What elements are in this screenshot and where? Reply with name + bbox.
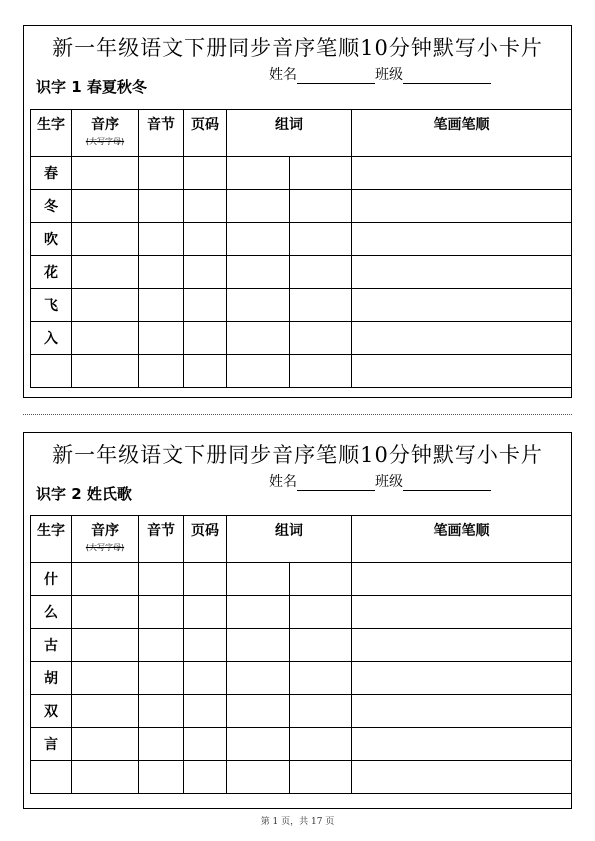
answer-cell[interactable] — [72, 223, 139, 256]
char-cell: 冬 — [31, 190, 72, 223]
answer-cell[interactable] — [290, 695, 352, 728]
answer-cell[interactable] — [139, 728, 184, 761]
table-row — [31, 289, 572, 322]
char-cell: 胡 — [31, 662, 72, 695]
header-page: 页码 — [184, 516, 227, 563]
name-blank[interactable] — [297, 69, 375, 84]
answer-cell[interactable] — [227, 695, 290, 728]
answer-cell[interactable] — [72, 157, 139, 190]
answer-cell[interactable] — [352, 190, 572, 223]
answer-cell[interactable] — [227, 662, 290, 695]
header-syllable: 音节 — [139, 110, 184, 157]
answer-cell[interactable] — [227, 157, 290, 190]
table-row — [31, 223, 572, 256]
answer-cell[interactable] — [290, 662, 352, 695]
answer-cell[interactable] — [72, 289, 139, 322]
header-pinyin-initial: 音序 (大写字母) — [72, 516, 139, 563]
char-cell: 言 — [31, 728, 72, 761]
answer-cell[interactable] — [72, 629, 139, 662]
answer-cell[interactable] — [139, 761, 184, 794]
answer-cell[interactable] — [184, 355, 227, 388]
header-strokes: 笔画笔顺 — [352, 110, 572, 157]
answer-cell[interactable] — [290, 322, 352, 355]
answer-cell[interactable] — [290, 355, 352, 388]
char-cell: 吹 — [31, 223, 72, 256]
header-char: 生字 — [31, 516, 72, 563]
answer-cell[interactable] — [72, 355, 139, 388]
answer-cell[interactable] — [139, 190, 184, 223]
answer-cell[interactable] — [72, 322, 139, 355]
name-label: 姓名 — [269, 67, 297, 83]
answer-cell[interactable] — [72, 563, 139, 596]
answer-cell[interactable] — [227, 223, 290, 256]
answer-cell[interactable] — [139, 289, 184, 322]
table-header — [31, 516, 572, 563]
answer-cell[interactable] — [352, 355, 572, 388]
answer-cell[interactable] — [290, 596, 352, 629]
page-footer: 第 1 页，共 17 页 — [260, 817, 335, 827]
answer-cell[interactable] — [227, 190, 290, 223]
answer-cell[interactable] — [139, 355, 184, 388]
answer-cell[interactable] — [352, 223, 572, 256]
answer-cell[interactable] — [352, 289, 572, 322]
answer-cell[interactable] — [352, 728, 572, 761]
answer-cell[interactable] — [227, 563, 290, 596]
char-cell: 什 — [31, 563, 72, 596]
answer-cell[interactable] — [139, 563, 184, 596]
answer-cell[interactable] — [227, 256, 290, 289]
answer-cell[interactable] — [184, 695, 227, 728]
answer-cell[interactable] — [352, 256, 572, 289]
answer-cell[interactable] — [72, 761, 139, 794]
char-cell: 古 — [31, 629, 72, 662]
answer-cell[interactable] — [290, 761, 352, 794]
header-words: 组词 — [227, 516, 352, 563]
answer-cell[interactable] — [184, 289, 227, 322]
table-row — [31, 563, 572, 596]
answer-cell[interactable] — [227, 629, 290, 662]
answer-cell[interactable] — [184, 190, 227, 223]
answer-cell[interactable] — [352, 695, 572, 728]
answer-cell[interactable] — [352, 596, 572, 629]
answer-cell[interactable] — [290, 157, 352, 190]
answer-cell[interactable] — [290, 223, 352, 256]
dictation-card-1 — [23, 25, 572, 398]
header-char: 生字 — [31, 110, 72, 157]
student-info — [269, 471, 491, 491]
answer-cell[interactable] — [184, 157, 227, 190]
dictation-table — [30, 109, 572, 388]
table-row — [31, 355, 572, 388]
answer-cell[interactable] — [184, 728, 227, 761]
answer-cell[interactable] — [290, 190, 352, 223]
answer-cell[interactable] — [139, 256, 184, 289]
table-row — [31, 190, 572, 223]
answer-cell[interactable] — [352, 322, 572, 355]
answer-cell[interactable] — [184, 761, 227, 794]
answer-cell[interactable] — [352, 629, 572, 662]
cut-line — [23, 414, 572, 415]
char-cell: 么 — [31, 596, 72, 629]
answer-cell[interactable] — [290, 289, 352, 322]
char-cell: 春 — [31, 157, 72, 190]
char-cell: 花 — [31, 256, 72, 289]
answer-cell[interactable] — [352, 662, 572, 695]
char-cell — [31, 355, 72, 388]
table-row — [31, 662, 572, 695]
answer-cell[interactable] — [139, 695, 184, 728]
answer-cell[interactable] — [139, 157, 184, 190]
header-note: (大写字母) — [85, 543, 125, 552]
header-page: 页码 — [184, 110, 227, 157]
answer-cell[interactable] — [290, 256, 352, 289]
answer-cell[interactable] — [72, 695, 139, 728]
answer-cell[interactable] — [352, 157, 572, 190]
class-label: 班级 — [375, 474, 403, 490]
answer-cell[interactable] — [184, 322, 227, 355]
answer-cell[interactable] — [139, 629, 184, 662]
header-strokes: 笔画笔顺 — [352, 516, 572, 563]
answer-cell[interactable] — [227, 761, 290, 794]
answer-cell[interactable] — [184, 629, 227, 662]
name-blank[interactable] — [297, 476, 375, 491]
answer-cell[interactable] — [227, 728, 290, 761]
answer-cell[interactable] — [352, 563, 572, 596]
header-words: 组词 — [227, 110, 352, 157]
answer-cell[interactable] — [72, 256, 139, 289]
name-label: 姓名 — [269, 474, 297, 490]
char-cell: 双 — [31, 695, 72, 728]
answer-cell[interactable] — [72, 662, 139, 695]
answer-cell[interactable] — [352, 761, 572, 794]
char-cell: 入 — [31, 322, 72, 355]
table-row — [31, 761, 572, 794]
answer-cell[interactable] — [72, 728, 139, 761]
answer-cell[interactable] — [227, 322, 290, 355]
header-note: (大写字母) — [85, 137, 125, 146]
answer-cell[interactable] — [227, 596, 290, 629]
char-cell — [31, 761, 72, 794]
answer-cell[interactable] — [184, 256, 227, 289]
class-blank[interactable] — [403, 69, 491, 84]
header-pinyin-initial: 音序 (大写字母) — [72, 110, 139, 157]
answer-cell[interactable] — [139, 662, 184, 695]
answer-cell[interactable] — [184, 662, 227, 695]
answer-cell[interactable] — [227, 289, 290, 322]
answer-cell[interactable] — [184, 223, 227, 256]
table-row — [31, 695, 572, 728]
student-info — [269, 64, 491, 84]
answer-cell[interactable] — [290, 563, 352, 596]
answer-cell[interactable] — [139, 596, 184, 629]
answer-cell[interactable] — [227, 355, 290, 388]
answer-cell[interactable] — [290, 728, 352, 761]
answer-cell[interactable] — [184, 563, 227, 596]
card-title: 新一年级语文下册同步音序笔顺10分钟默写小卡片 — [52, 36, 543, 60]
answer-cell[interactable] — [139, 223, 184, 256]
answer-cell[interactable] — [290, 629, 352, 662]
answer-cell[interactable] — [72, 596, 139, 629]
lesson-title: 识字 2 姓氏歌 — [36, 485, 132, 503]
dictation-card-2 — [23, 432, 572, 809]
class-blank[interactable] — [403, 476, 491, 491]
answer-cell[interactable] — [139, 322, 184, 355]
header-syllable: 音节 — [139, 516, 184, 563]
table-row — [31, 322, 572, 355]
table-header — [31, 110, 572, 157]
class-label: 班级 — [375, 67, 403, 83]
table-row — [31, 728, 572, 761]
answer-cell[interactable] — [72, 190, 139, 223]
card-title: 新一年级语文下册同步音序笔顺10分钟默写小卡片 — [52, 443, 543, 467]
table-row — [31, 157, 572, 190]
table-row — [31, 629, 572, 662]
dictation-table — [30, 515, 572, 794]
answer-cell[interactable] — [184, 596, 227, 629]
table-row — [31, 596, 572, 629]
char-cell: 飞 — [31, 289, 72, 322]
lesson-title: 识字 1 春夏秋冬 — [36, 78, 147, 96]
table-row — [31, 256, 572, 289]
